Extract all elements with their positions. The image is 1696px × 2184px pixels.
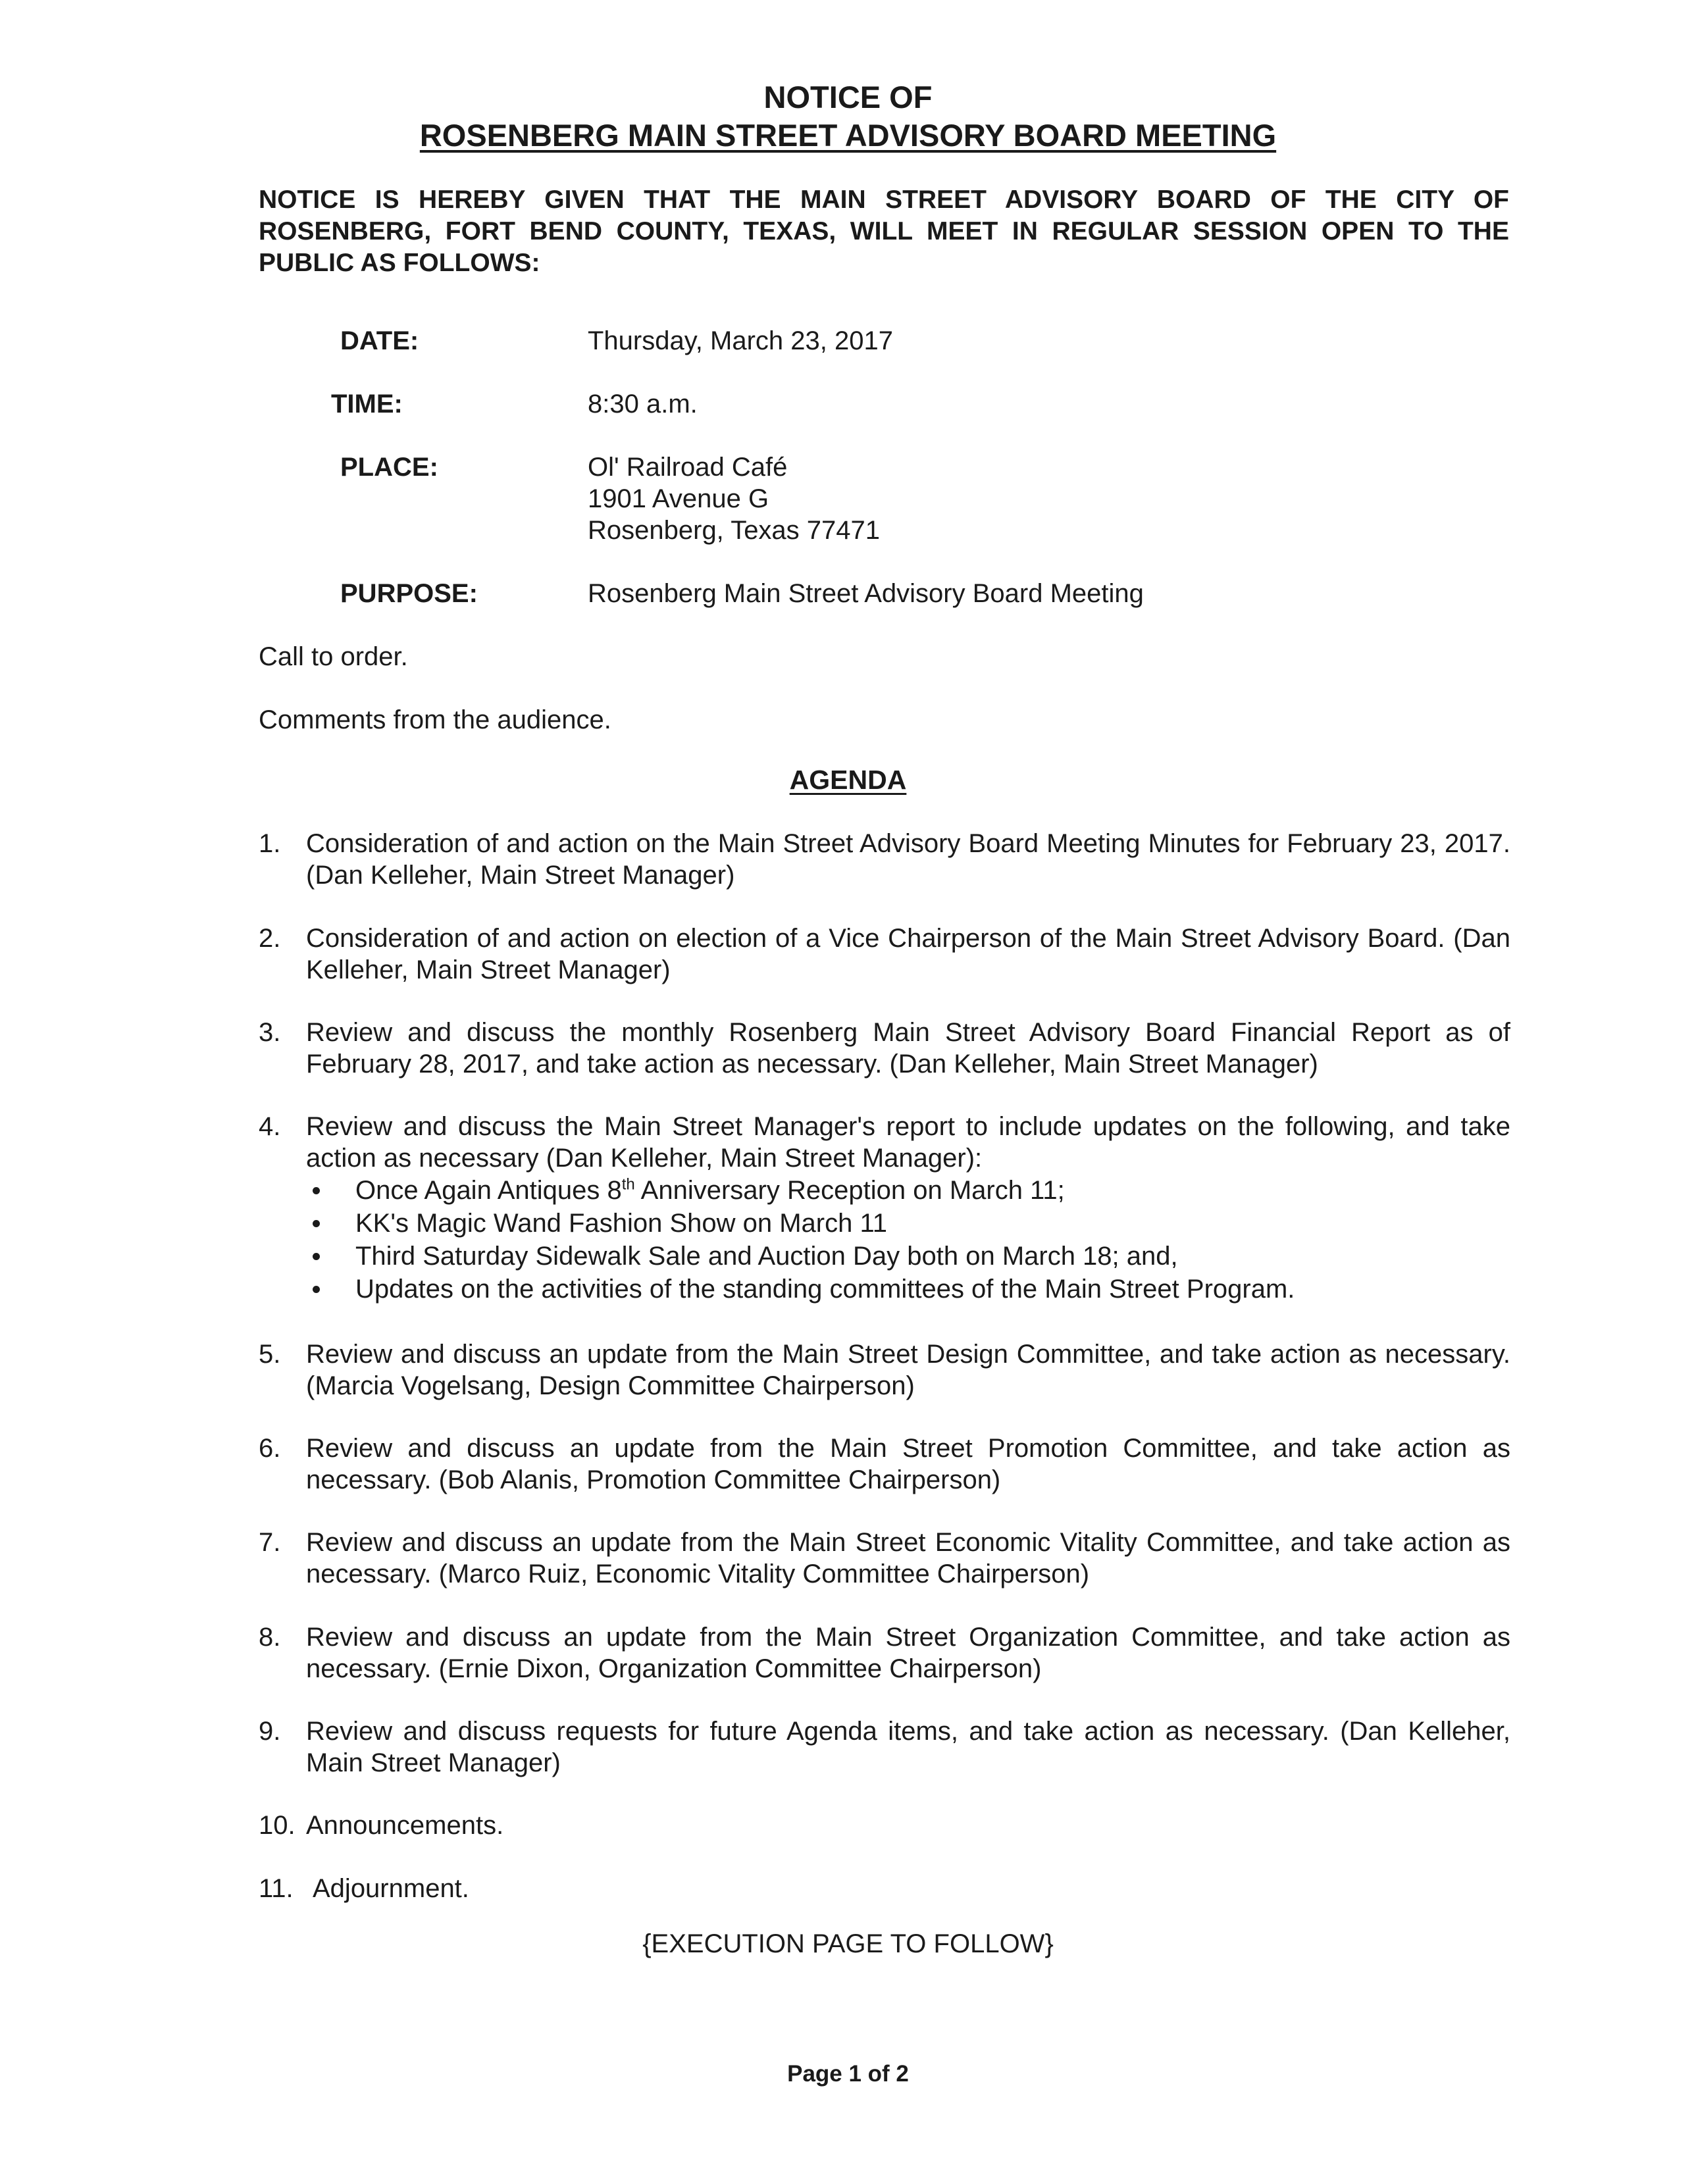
agenda-item-text: Review and discuss requests for future Agenda items, and take action as necessary. (Dan Kelleher, Main Street Manager) — [306, 1717, 1510, 1777]
time-label: TIME: — [331, 390, 403, 419]
agenda-item-text: Review and discuss the monthly Rosenberg Main Street Advisory Board Financial Report as of February 28, 2017, and take action as necessary. (Dan Kelleher, Main Street Manager) — [306, 1018, 1510, 1079]
place-label: PLACE: — [340, 453, 438, 482]
page-number: Page 1 of 2 — [787, 2061, 909, 2087]
date-value: Thursday, March 23, 2017 — [588, 326, 893, 355]
purpose-label: PURPOSE: — [340, 579, 478, 608]
agenda-item-number: 11. — [259, 1874, 294, 1903]
agenda-item-number: 6. — [259, 1434, 281, 1463]
agenda-item-number: 4. — [259, 1112, 281, 1141]
agenda-item-number: 3. — [259, 1018, 281, 1047]
call-to-order: Call to order. — [259, 642, 408, 671]
audience-comments: Comments from the audience. — [259, 705, 611, 734]
agenda-item-number: 2. — [259, 924, 281, 953]
notice-statement: NOTICE IS HEREBY GIVEN THAT THE MAIN STREET ADVISORY BOARD OF THE CITY OF ROSENBERG, FORT BEND COUNTY, TEXAS, WILL MEET IN REGULAR SESSION OPEN TO THE PUBLIC AS FOLLOWS: — [259, 186, 1509, 277]
agenda-item-text: Consideration of and action on election of a Vice Chairperson of the Main Street Advisory Board. (Dan Kelleher, Main Street Manager) — [306, 924, 1510, 984]
agenda-item-text: Review and discuss the Main Street Manager's report to include updates on the following, and take action as necessary (Dan Kelleher, Main Street Manager): — [306, 1112, 1510, 1173]
bullet-dot — [313, 1220, 320, 1227]
bullet-dot — [313, 1253, 320, 1260]
board-meeting-title: ROSENBERG MAIN STREET ADVISORY BOARD MEETING — [419, 118, 1277, 153]
bullet-item — [306, 1240, 1510, 1273]
place-street: 1901 Avenue G — [588, 484, 769, 513]
agenda-item-text: Announcements. — [306, 1811, 504, 1840]
agenda-item-text: Consideration of and action on the Main Street Advisory Board Meeting Minutes for February 23, 2017. (Dan Kelleher, Main Street Manager) — [306, 829, 1510, 890]
place-name: Ol' Railroad Café — [588, 453, 788, 482]
bullet-item — [306, 1273, 1510, 1306]
bullet-text: Updates on the activities of the standing committees of the Main Street Program. — [355, 1275, 1295, 1304]
execution-page-note: {EXECUTION PAGE TO FOLLOW} — [642, 1929, 1054, 1958]
bullet-text: Third Saturday Sidewalk Sale and Auction Day both on March 18; and, — [355, 1242, 1178, 1271]
agenda-item-number: 10. — [259, 1811, 296, 1840]
agenda-item-text: Review and discuss an update from the Main Street Organization Committee, and take action as necessary. (Ernie Dixon, Organization Committee Chairperson) — [306, 1623, 1510, 1683]
item4-bullet-list — [306, 1174, 1510, 1306]
bullet-item — [306, 1174, 1510, 1207]
place-city: Rosenberg, Texas 77471 — [588, 516, 881, 545]
bullet-text-end: Anniversary Reception on March 11; — [634, 1176, 1065, 1205]
agenda-item-number: 5. — [259, 1340, 281, 1369]
date-label: DATE: — [340, 326, 419, 355]
purpose-value: Rosenberg Main Street Advisory Board Meeting — [588, 579, 1144, 608]
agenda-item-number: 9. — [259, 1717, 281, 1746]
notice-title: NOTICE OF — [763, 80, 933, 114]
agenda-item-text: Review and discuss an update from the Main Street Promotion Committee, and take action as necessary. (Bob Alanis, Promotion Committee Chairperson) — [306, 1434, 1510, 1494]
bullet-text: KK's Magic Wand Fashion Show on March 11 — [355, 1209, 888, 1238]
bullet-item — [306, 1207, 1510, 1240]
agenda-item-number: 1. — [259, 829, 281, 858]
bullet-text-start: Once Again Antiques 8 — [355, 1176, 622, 1205]
agenda-heading: AGENDA — [789, 765, 907, 795]
agenda-item-text: Adjournment. — [313, 1874, 469, 1903]
agenda-item-number: 7. — [259, 1528, 281, 1557]
agenda-item-number: 8. — [259, 1623, 281, 1652]
bullet-dot — [313, 1187, 320, 1194]
time-value: 8:30 a.m. — [588, 390, 698, 419]
agenda-item-text: Review and discuss an update from the Main Street Design Committee, and take action as necessary. (Marcia Vogelsang, Design Committee Chairperson) — [306, 1340, 1510, 1400]
ordinal-suffix: th — [621, 1175, 635, 1194]
agenda-item-text: Review and discuss an update from the Main Street Economic Vitality Committee, and take action as necessary. (Marco Ruiz, Economic Vitality Committee Chairperson) — [306, 1528, 1510, 1588]
bullet-dot — [313, 1286, 320, 1293]
